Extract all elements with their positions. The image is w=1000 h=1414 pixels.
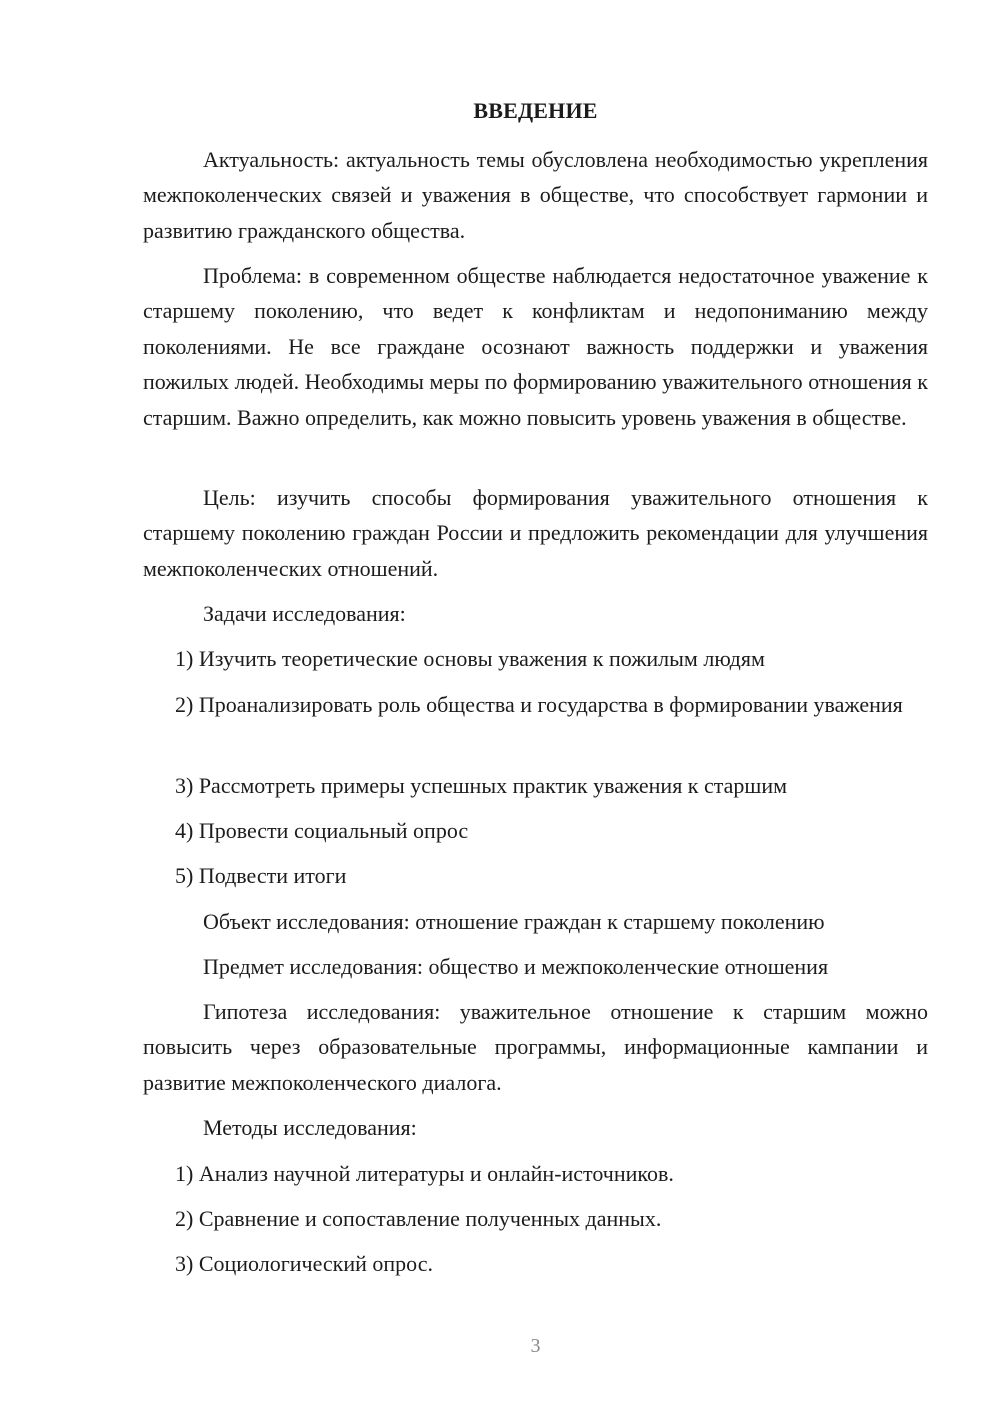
list-item-method-2: 2) Сравнение и сопоставление полученных данных. [175, 1206, 662, 1231]
paragraph-hypothesis: Гипотеза исследования: уважительное отношение к старшим можно повысить через образовательные программы, информационные кампании и развитие межпоколенческого диалога. [143, 999, 928, 1095]
paragraph-tasks-heading: Задачи исследования: [203, 601, 406, 626]
section-title: ВВЕДЕНИЕ [473, 98, 598, 123]
list-item-task-1: 1) Изучить теоретические основы уважения к пожилым людям [175, 646, 765, 671]
document-page [143, 0, 928, 1414]
paragraph-goal: Цель: изучить способы формирования уважительного отношения к старшему поколению граждан России и предложить рекомендации для улучшения межпоколенческих отношений. [143, 485, 928, 581]
list-item-task-4: 4) Провести социальный опрос [175, 818, 469, 843]
page-number: 3 [530, 1335, 541, 1357]
list-item-task-5: 5) Подвести итоги [175, 863, 347, 888]
paragraph-object: Объект исследования: отношение граждан к старшему поколению [203, 909, 825, 934]
paragraph-subject: Предмет исследования: общество и межпоколенческие отношения [203, 954, 829, 979]
list-item-method-3: 3) Социологический опрос. [175, 1251, 433, 1276]
paragraph-methods-heading: Методы исследования: [203, 1115, 417, 1140]
list-item-task-2: 2) Проанализировать роль общества и государства в формировании уважения [175, 692, 903, 717]
list-item-task-3: 3) Рассмотреть примеры успешных практик уважения к старшим [175, 773, 788, 798]
paragraph-relevance: Актуальность: актуальность темы обусловлена необходимостью укрепления межпоколенческих связей и уважения в обществе, что способствует гармонии и развитию гражданского общества. [143, 147, 928, 243]
list-item-method-1: 1) Анализ научной литературы и онлайн-источников. [175, 1161, 674, 1186]
paragraph-problem: Проблема: в современном обществе наблюдается недостаточное уважение к старшему поколению, что ведет к конфликтам и недопониманию между поколениями. Не все граждане осознают важность поддержки и уважения пожилых людей. Необходимы меры по формированию уважительного отношения к старшим. Важно определить, как можно повысить уровень уважения в обществе. [143, 263, 928, 430]
